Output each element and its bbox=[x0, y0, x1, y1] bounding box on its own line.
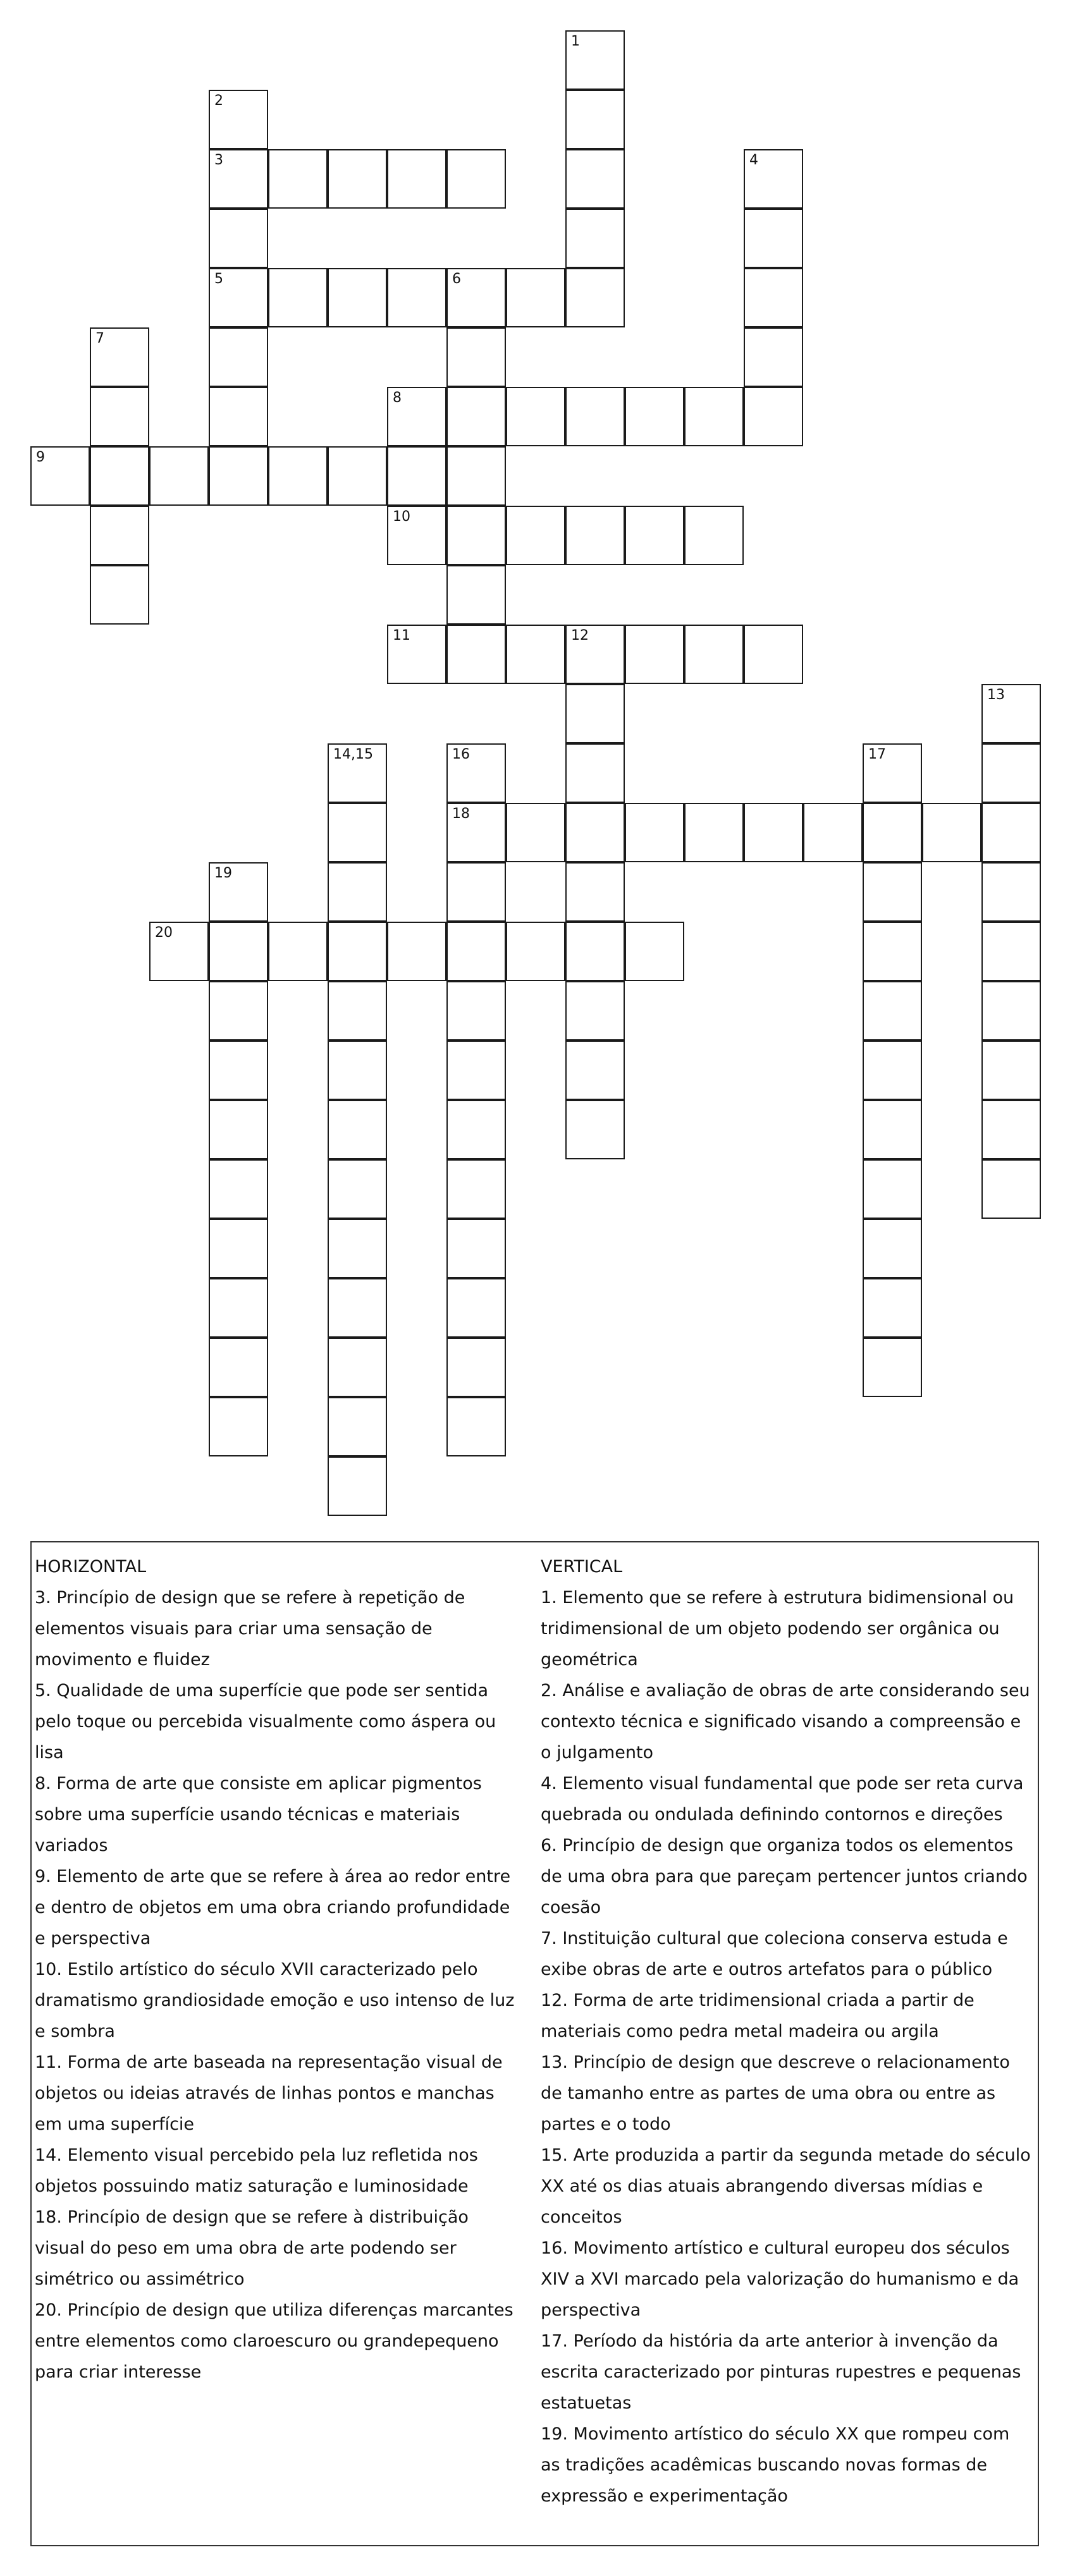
grid-cell[interactable] bbox=[981, 1041, 1041, 1100]
grid-cell[interactable] bbox=[863, 1159, 922, 1219]
grid-cell[interactable] bbox=[446, 1338, 506, 1397]
grid-cell[interactable] bbox=[446, 268, 506, 327]
grid-cell[interactable] bbox=[446, 625, 506, 684]
grid-cell[interactable] bbox=[209, 90, 268, 149]
grid-cell[interactable] bbox=[863, 981, 922, 1041]
grid-cell[interactable] bbox=[446, 387, 506, 446]
grid-cell[interactable] bbox=[209, 446, 268, 506]
vertical-clue: 6. Princípio de design que organiza todos os elementos de uma obra para que pareçam pertencer juntos criando coesão bbox=[541, 1836, 1028, 1917]
grid-cell[interactable] bbox=[328, 1278, 387, 1338]
grid-cell[interactable] bbox=[90, 327, 149, 387]
grid-cell[interactable] bbox=[387, 506, 446, 565]
grid-cell[interactable] bbox=[90, 506, 149, 565]
clue-number: 8 bbox=[393, 390, 402, 406]
grid-cell[interactable] bbox=[328, 268, 387, 327]
grid-cell[interactable] bbox=[268, 446, 328, 506]
grid-cell[interactable] bbox=[446, 327, 506, 387]
grid-cell[interactable] bbox=[863, 1338, 922, 1397]
grid-cell[interactable] bbox=[328, 1041, 387, 1100]
grid-cell[interactable] bbox=[922, 803, 981, 862]
grid-cell[interactable] bbox=[328, 1219, 387, 1278]
vertical-clue: 15. Arte produzida a partir da segunda metade do século XX até os dias atuais abrangendo diversas mídias e conceitos bbox=[541, 2146, 1031, 2227]
grid-cell[interactable] bbox=[268, 268, 328, 327]
clue-number: 3 bbox=[214, 152, 223, 168]
grid-cell[interactable] bbox=[506, 506, 565, 565]
grid-cell[interactable] bbox=[565, 625, 625, 684]
grid-cell[interactable] bbox=[565, 268, 625, 327]
grid-cell[interactable] bbox=[625, 803, 684, 862]
grid-cell[interactable] bbox=[268, 149, 328, 209]
grid-cell[interactable] bbox=[209, 1219, 268, 1278]
grid-cell[interactable] bbox=[506, 387, 565, 446]
grid-cell[interactable] bbox=[565, 90, 625, 149]
grid-cell[interactable] bbox=[209, 1397, 268, 1456]
vertical-clue: 1. Elemento que se refere à estrutura bidimensional ou tridimensional de um objeto podendo ser orgânica ou geométrica bbox=[541, 1588, 1014, 1670]
grid-cell[interactable] bbox=[209, 209, 268, 268]
clue-number: 7 bbox=[95, 331, 104, 346]
grid-cell[interactable] bbox=[981, 684, 1041, 743]
clue-number: 5 bbox=[214, 271, 223, 287]
grid-cell[interactable] bbox=[446, 981, 506, 1041]
vertical-clue: 13. Princípio de design que descreve o relacionamento de tamanho entre as partes de uma obra ou entre as partes e o todo bbox=[541, 2053, 1010, 2134]
horizontal-clue-list bbox=[35, 1582, 519, 2388]
clue-number: 1 bbox=[571, 34, 580, 49]
vertical-clue: 2. Análise e avaliação de obras de arte considerando seu contexto técnica e significado visando a compreensão e o julgamento bbox=[541, 1681, 1030, 1762]
horizontal-clue: 10. Estilo artístico do século XVII caracterizado pelo dramatismo grandiosidade emoção e uso intenso de luz e sombra bbox=[35, 1960, 515, 2041]
grid-cell[interactable] bbox=[625, 387, 684, 446]
grid-cell[interactable] bbox=[328, 1100, 387, 1159]
grid-cell[interactable] bbox=[565, 1100, 625, 1159]
vertical-clue: 4. Elemento visual fundamental que pode ser reta curva quebrada ou ondulada definindo contornos e direções bbox=[541, 1774, 1024, 1824]
grid-cell[interactable] bbox=[863, 1100, 922, 1159]
grid-cell[interactable] bbox=[149, 922, 209, 981]
grid-cell[interactable] bbox=[981, 743, 1041, 803]
grid-cell[interactable] bbox=[981, 981, 1041, 1041]
grid-cell[interactable] bbox=[446, 743, 506, 803]
grid-cell[interactable] bbox=[446, 1159, 506, 1219]
grid-cell[interactable] bbox=[744, 803, 803, 862]
grid-cell[interactable] bbox=[863, 862, 922, 922]
vertical-clues-column bbox=[541, 1551, 1034, 2512]
grid-cell[interactable] bbox=[209, 149, 268, 209]
grid-cell[interactable] bbox=[209, 862, 268, 922]
grid-cell[interactable] bbox=[328, 1456, 387, 1516]
clue-number: 6 bbox=[452, 271, 461, 287]
clue-number: 20 bbox=[155, 925, 173, 941]
clue-number: 19 bbox=[214, 865, 232, 881]
grid-cell[interactable] bbox=[803, 803, 863, 862]
grid-cell[interactable] bbox=[565, 149, 625, 209]
grid-cell[interactable] bbox=[328, 743, 387, 803]
vertical-clue-list bbox=[541, 1582, 1034, 2512]
clue-number: 12 bbox=[571, 628, 589, 644]
grid-cell[interactable] bbox=[565, 1041, 625, 1100]
grid-cell[interactable] bbox=[328, 1159, 387, 1219]
clues-box bbox=[30, 1541, 1039, 2546]
grid-cell[interactable] bbox=[863, 922, 922, 981]
grid-cell[interactable] bbox=[565, 30, 625, 90]
clue-number: 17 bbox=[868, 747, 886, 762]
grid-cell[interactable] bbox=[328, 803, 387, 862]
grid-cell[interactable] bbox=[446, 922, 506, 981]
grid-cell[interactable] bbox=[209, 1041, 268, 1100]
grid-cell[interactable] bbox=[565, 922, 625, 981]
grid-cell[interactable] bbox=[684, 803, 744, 862]
grid-cell[interactable] bbox=[387, 149, 446, 209]
grid-cell[interactable] bbox=[446, 1219, 506, 1278]
grid-cell[interactable] bbox=[565, 209, 625, 268]
grid-cell[interactable] bbox=[565, 387, 625, 446]
grid-cell[interactable] bbox=[981, 1100, 1041, 1159]
grid-cell[interactable] bbox=[506, 268, 565, 327]
vertical-heading: VERTICAL bbox=[541, 1557, 623, 1577]
grid-cell[interactable] bbox=[565, 862, 625, 922]
clue-number: 14,15 bbox=[333, 747, 373, 762]
horizontal-clue: 11. Forma de arte baseada na representação visual de objetos ou ideias através de linhas pontos e manchas em uma superfície bbox=[35, 2053, 503, 2134]
grid-cell[interactable] bbox=[446, 803, 506, 862]
grid-cell[interactable] bbox=[209, 268, 268, 327]
grid-cell[interactable] bbox=[744, 387, 803, 446]
grid-cell[interactable] bbox=[387, 446, 446, 506]
grid-cell[interactable] bbox=[446, 1397, 506, 1456]
vertical-clue: 12. Forma de arte tridimensional criada a partir de materiais como pedra metal madeira ou argila bbox=[541, 1991, 975, 2041]
vertical-clue: 7. Instituição cultural que coleciona conserva estuda e exibe obras de arte e outros artefatos para o público bbox=[541, 1929, 1008, 1979]
horizontal-clue: 20. Princípio de design que utiliza diferenças marcantes entre elementos como claroescuro ou grandepequeno para criar interesse bbox=[35, 2300, 513, 2382]
grid-cell[interactable] bbox=[506, 625, 565, 684]
grid-cell[interactable] bbox=[625, 922, 684, 981]
grid-cell[interactable] bbox=[209, 1338, 268, 1397]
grid-cell[interactable] bbox=[981, 803, 1041, 862]
horizontal-clue: 3. Princípio de design que se refere à repetição de elementos visuais para criar uma sensação de movimento e fluidez bbox=[35, 1588, 465, 1670]
grid-cell[interactable] bbox=[209, 387, 268, 446]
grid-cell[interactable] bbox=[625, 506, 684, 565]
horizontal-clues-column bbox=[35, 1551, 519, 2388]
grid-cell[interactable] bbox=[90, 446, 149, 506]
grid-cell[interactable] bbox=[209, 1100, 268, 1159]
grid-cell[interactable] bbox=[209, 981, 268, 1041]
clue-number: 11 bbox=[393, 628, 410, 644]
grid-cell[interactable] bbox=[446, 149, 506, 209]
grid-cell[interactable] bbox=[863, 743, 922, 803]
grid-cell[interactable] bbox=[328, 446, 387, 506]
grid-cell[interactable] bbox=[387, 268, 446, 327]
grid-cell[interactable] bbox=[684, 387, 744, 446]
grid-cell[interactable] bbox=[506, 803, 565, 862]
grid-cell[interactable] bbox=[328, 981, 387, 1041]
clue-number: 13 bbox=[987, 687, 1005, 703]
clue-number: 18 bbox=[452, 806, 470, 822]
grid-cell[interactable] bbox=[565, 743, 625, 803]
grid-cell[interactable] bbox=[863, 1041, 922, 1100]
clue-number: 2 bbox=[214, 93, 223, 109]
grid-cell[interactable] bbox=[149, 446, 209, 506]
grid-cell[interactable] bbox=[684, 625, 744, 684]
grid-cell[interactable] bbox=[446, 862, 506, 922]
horizontal-clue: 18. Princípio de design que se refere à distribuição visual do peso em uma obra de arte podendo ser simétrico ou assimétrico bbox=[35, 2207, 469, 2289]
grid-cell[interactable] bbox=[744, 327, 803, 387]
grid-cell[interactable] bbox=[863, 803, 922, 862]
grid-cell[interactable] bbox=[328, 1338, 387, 1397]
grid-cell[interactable] bbox=[863, 1219, 922, 1278]
vertical-clue: 19. Movimento artístico do século XX que rompeu com as tradições acadêmicas buscando novas formas de expressão e experimentação bbox=[541, 2424, 1010, 2506]
grid-cell[interactable] bbox=[981, 862, 1041, 922]
grid-cell[interactable] bbox=[446, 1100, 506, 1159]
horizontal-heading: HORIZONTAL bbox=[35, 1557, 147, 1577]
grid-cell[interactable] bbox=[565, 506, 625, 565]
grid-cell[interactable] bbox=[387, 922, 446, 981]
grid-cell[interactable] bbox=[209, 1159, 268, 1219]
grid-cell[interactable] bbox=[90, 565, 149, 625]
grid-cell[interactable] bbox=[30, 446, 90, 506]
clue-number: 10 bbox=[393, 509, 410, 525]
grid-cell[interactable] bbox=[387, 387, 446, 446]
horizontal-clue: 8. Forma de arte que consiste em aplicar pigmentos sobre uma superfície usando técnicas e materiais variados bbox=[35, 1774, 482, 1855]
grid-cell[interactable] bbox=[863, 1278, 922, 1338]
grid-cell[interactable] bbox=[565, 981, 625, 1041]
grid-cell[interactable] bbox=[744, 268, 803, 327]
grid-cell[interactable] bbox=[625, 625, 684, 684]
grid-cell[interactable] bbox=[981, 922, 1041, 981]
horizontal-clue: 5. Qualidade de uma superfície que pode ser sentida pelo toque ou percebida visualmente como áspera ou lisa bbox=[35, 1681, 496, 1762]
clue-number: 9 bbox=[36, 449, 45, 465]
grid-cell[interactable] bbox=[744, 209, 803, 268]
vertical-clue: 17. Período da história da arte anterior à invenção da escrita caracterizado por pinturas rupestres e pequenas estatuetas bbox=[541, 2331, 1021, 2413]
clue-number: 4 bbox=[749, 152, 758, 168]
grid-cell[interactable] bbox=[446, 565, 506, 625]
grid-cell[interactable] bbox=[328, 922, 387, 981]
grid-cell[interactable] bbox=[565, 684, 625, 743]
grid-cell[interactable] bbox=[446, 506, 506, 565]
grid-cell[interactable] bbox=[446, 1041, 506, 1100]
grid-cell[interactable] bbox=[506, 922, 565, 981]
grid-cell[interactable] bbox=[268, 922, 328, 981]
grid-cell[interactable] bbox=[328, 1397, 387, 1456]
grid-cell[interactable] bbox=[209, 327, 268, 387]
grid-cell[interactable] bbox=[684, 506, 744, 565]
horizontal-clue: 14. Elemento visual percebido pela luz refletida nos objetos possuindo matiz saturação e luminosidade bbox=[35, 2146, 478, 2196]
horizontal-clue: 9. Elemento de arte que se refere à área ao redor entre e dentro de objetos em uma obra criando profundidade e perspectiva bbox=[35, 1867, 511, 1948]
grid-cell[interactable] bbox=[446, 446, 506, 506]
grid-cell[interactable] bbox=[981, 1159, 1041, 1219]
grid-cell[interactable] bbox=[328, 862, 387, 922]
grid-cell[interactable] bbox=[744, 625, 803, 684]
grid-cell[interactable] bbox=[209, 1278, 268, 1338]
grid-cell[interactable] bbox=[90, 387, 149, 446]
clue-number: 16 bbox=[452, 747, 470, 762]
grid-cell[interactable] bbox=[328, 149, 387, 209]
grid-cell[interactable] bbox=[744, 149, 803, 209]
grid-cell[interactable] bbox=[565, 803, 625, 862]
grid-cell[interactable] bbox=[387, 625, 446, 684]
grid-cell[interactable] bbox=[446, 1278, 506, 1338]
grid-cell[interactable] bbox=[209, 922, 268, 981]
vertical-clue: 16. Movimento artístico e cultural europeu dos séculos XIV a XVI marcado pela valorização do humanismo e da perspectiva bbox=[541, 2238, 1019, 2320]
